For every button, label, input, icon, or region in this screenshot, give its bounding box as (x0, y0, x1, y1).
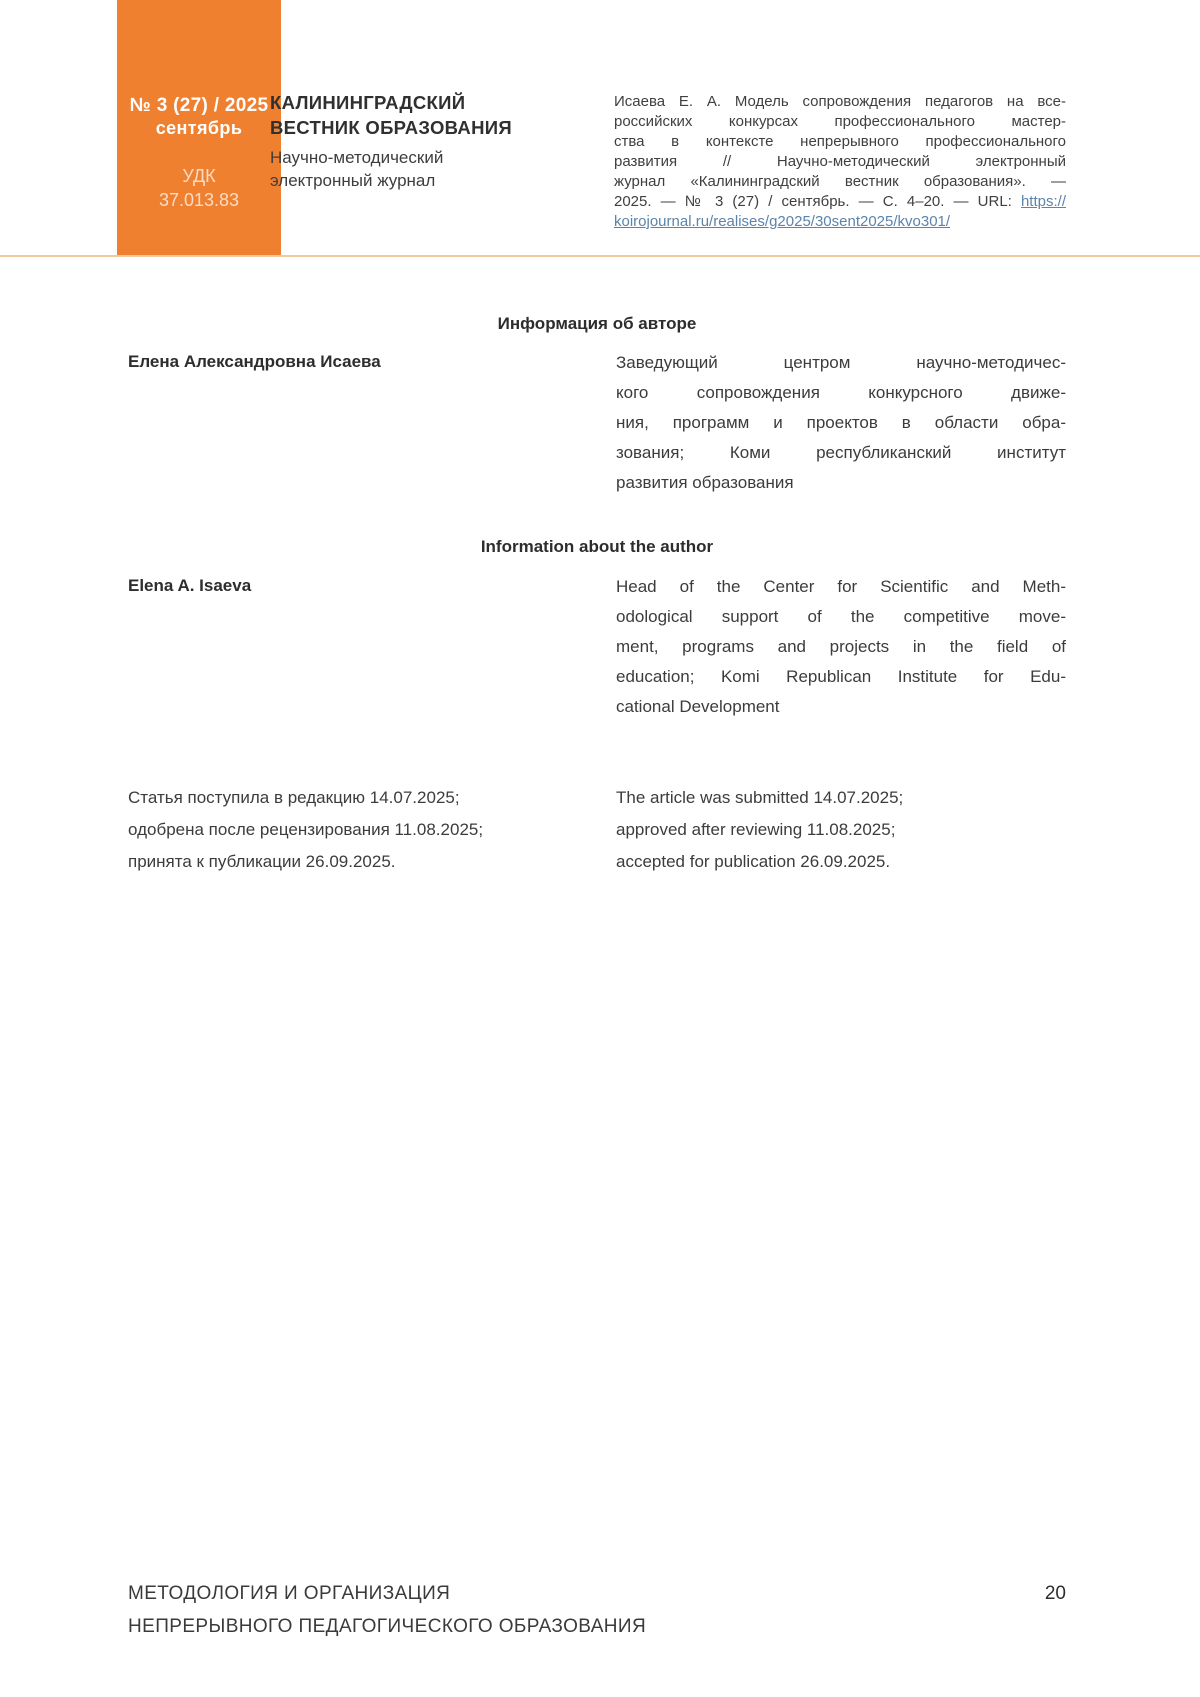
citation-url-prefix: 2025. — № 3 (27) / сентябрь. — С. 4–20. — URL: (614, 193, 1021, 210)
issue-month: сентябрь (155, 118, 243, 138)
en-author-name: Elena A. Isaeva (128, 576, 252, 595)
udc-block (117, 164, 281, 212)
journal-title-line1: КАЛИНИНГРАДСКИЙ (270, 92, 466, 113)
issue-number: № 3 (27) / 2025 (129, 95, 269, 116)
journal-title-block (270, 90, 570, 192)
udc-label: УДК (182, 166, 216, 186)
journal-subtitle (270, 146, 570, 192)
footer-section-title: МЕТОДОЛОГИЯ И ОРГАНИЗАЦИЯ НЕПРЕРЫВНОГО ПЕДАГОГИЧЕСКОГО ОБРАЗОВАНИЯ (128, 1583, 647, 1637)
journal-title (270, 90, 570, 140)
en-author-info: Head of the Center for Scientific and Meth- odological support of the competitive move- ment, programs and projects in the field of education; Komi Republican Institute for Edu- cational Development (616, 577, 1066, 716)
ru-author-name: Елена Александровна Исаева (128, 352, 381, 371)
journal-title-line2: ВЕСТНИК ОБРАЗОВАНИЯ (270, 117, 512, 138)
journal-subtitle-line2: электронный журнал (270, 171, 436, 190)
footer-page-number: 20 (1044, 1583, 1066, 1604)
citation-text: Исаева Е. А. Модель сопровождения педагогов на все- российских конкурсах профессионального мастер- ства в контексте непрерывного профессионального развития // Научно-методический электронный журнал «Калининградский вестник образования». — (614, 93, 1066, 190)
citation-link-line (614, 212, 1066, 232)
ru-section-heading: Информация об авторе (497, 314, 697, 333)
en-section-heading: Information about the author (480, 537, 714, 556)
header-divider (0, 255, 1200, 257)
citation-block (614, 92, 1066, 232)
citation-link-scheme[interactable]: https:// (1020, 193, 1066, 210)
ru-author-info: Заведующий центром научно-методичес- кого сопровождения конкурсного движе- ния, программ и проектов в области обра- зования; Коми республиканский институт развития образования (616, 353, 1066, 492)
ru-submission-dates: Статья поступила в редакцию 14.07.2025; одобрена после рецензирования 11.08.2025; принята к публикации 26.09.2025. (128, 788, 484, 871)
citation-link-url[interactable]: koirojournal.ru/realises/g2025/30sent2025/kvo301/ (614, 213, 951, 230)
en-submission-dates: The article was submitted 14.07.2025; approved after reviewing 11.08.2025; accepted for publication 26.09.2025. (616, 788, 904, 871)
udc-value: 37.013.83 (158, 190, 240, 210)
citation-url-line (614, 192, 1066, 212)
journal-subtitle-line1: Научно-методический (270, 148, 444, 167)
issue-box (117, 0, 281, 257)
